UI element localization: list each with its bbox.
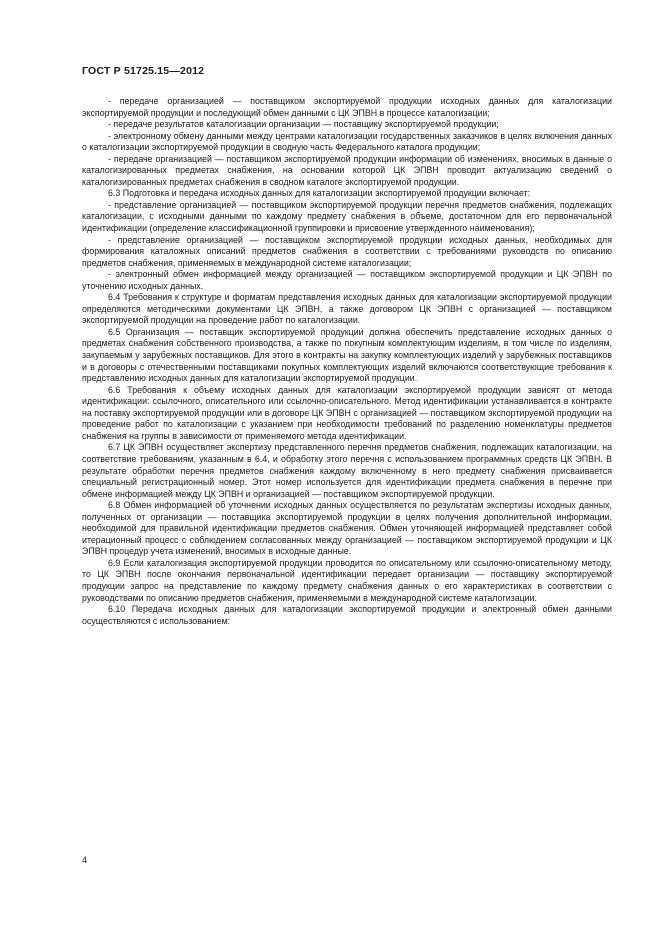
paragraph: - электронный обмен информацией между организацией — поставщиком экспортируемой продукции и ЦК ЭПВН по уточнению исходных данных. <box>82 269 612 291</box>
document-body <box>82 96 612 627</box>
paragraph: 6.4 Требования к структуре и форматам представления исходных данных для каталогизации экспортируемой продукции определяются методическими документами ЦК ЭПВН, а также договором ЦК ЭПВН с организацией — поставщиком экспортируемой продукции на проведение работ по каталогизации. <box>82 292 612 326</box>
document-header: ГОСТ Р 51725.15—2012 <box>82 65 205 77</box>
paragraph: 6.8 Обмен информацией об уточнении исходных данных осуществляется по результатам экспертизы исходных данных, полученных от организации — поставщика экспортируемой продукции в целях получения дополнительной информации, необходимой для правильной идентификации предметов снабжения. Обмен уточняющей информацией представляет собой итерационный процесс с соблюдением согласованных между организацией — поставщиком экспортируемой продукции и ЦК ЭПВН процедур учета изменений, вносимых в исходные данные. <box>82 500 612 557</box>
paragraph: - передаче результатов каталогизации организации — поставщику экспортируемой продукции; <box>108 119 499 130</box>
paragraph: - представление организацией — поставщиком экспортируемой продукции исходных данных, необходимых для формирования каталожных описаний предметов снабжения в соответствии с требованиями руководств по описанию предметов снабжения, применяемых в международной системе каталогизации; <box>82 234 612 268</box>
paragraph: 6.9 Если каталогизация экспортируемой продукции проводится по описательному или ссылочно-описательному методу, то ЦК ЭПВН после окончания первоначальной идентификации передает организации — поставщику экспортируемой продукции запрос на представление по каждому предмету снабжения данных о его характеристиках в соответствии с руководствами по описанию предметов снабжения, применяемыми в международной системе каталогизации. <box>82 557 612 603</box>
paragraph: - представление организацией — поставщиком экспортируемой продукции перечня предметов снабжения, подлежащих каталогизации, с исходными данными по каждому предмету снабжения в объеме, достаточном для его первоначальной идентификации (определение классификационной группировки и присвоение утвержденного наименования); <box>82 199 612 234</box>
paragraph: 6.5 Организация — поставщик экспортируемой продукции должна обеспечить представление исходных данных о предметах снабжения собственного производства, а также по покупным комплектующим изделиям, в том числе по изделиям, закупаемым у зарубежных поставщиков. Для этого в контракты на закупку комплектующих изделий у зарубежных поставщиков и в договоры с отечественными поставщиками покупных комплектующих изделий включаются соответствующие требования к представлению исходных данных для каталогизации экспортируемой продукции. <box>82 326 612 384</box>
paragraph: - передаче организацией — поставщиком экспортируемой продукции информации об изменениях, вносимых в данные о каталогизированных предметах снабжения, на основании которой ЦК ЭПВН проводит актуализацию сведений о каталогизированных предметах снабжения в сводном каталоге экспортируемой продукции. <box>82 153 612 187</box>
paragraph: 6.7 ЦК ЭПВН осуществляет экспертизу представленного перечня предметов снабжения, подлежащих каталогизации, на соответствие требованиям, указанным в 6.4, и обработку этого перечня с использованием программных средств ЦК ЭПВН. В результате обработки перечня предметов снабжения каждому включенному в него предмету снабжения присваивается специальный регистрационный номер. Этот номер используется для идентификации предмета снабжения в перечне при обмене информацией между ЦК ЭПВН и организацией — поставщиком экспортируемой продукции. <box>82 442 612 499</box>
paragraph: - электронному обмену данными между центрами каталогизации государственных заказчиков в целях включения данных о каталогизации экспортируемой продукции в сводную часть Федерального каталога продукции; <box>82 130 612 153</box>
page-number: 4 <box>82 855 88 865</box>
paragraph: - передаче организацией — поставщиком экспортируемой продукции исходных данных для каталогизации экспортируемой продукции и последующий обмен данными с ЦК ЭПВН в процессе каталогизации; <box>82 96 612 118</box>
paragraph: 6.6 Требования к объему исходных данных для каталогизации экспортируемой продукции зависят от метода идентификации: ссылочного, описательного или ссылочно-описательного. Метод идентификации устанавливается в контракте на поставку экспортируемой продукции или в договоре ЦК ЭПВН с организацией — поставщиком экспортируемой продукции на проведение работ по каталогизации с указанием при необходимости требований по разделению номенклатуры предметов снабжения на группы в зависимости от применяемого метода идентификации. <box>82 384 612 441</box>
paragraph: 6.10 Передача исходных данных для каталогизации экспортируемой продукции и электронный обмен данными осуществляются с использованием: <box>82 604 612 626</box>
paragraph: 6.3 Подготовка и передача исходных данных для каталогизации экспортируемой продукции включает: <box>108 188 531 199</box>
